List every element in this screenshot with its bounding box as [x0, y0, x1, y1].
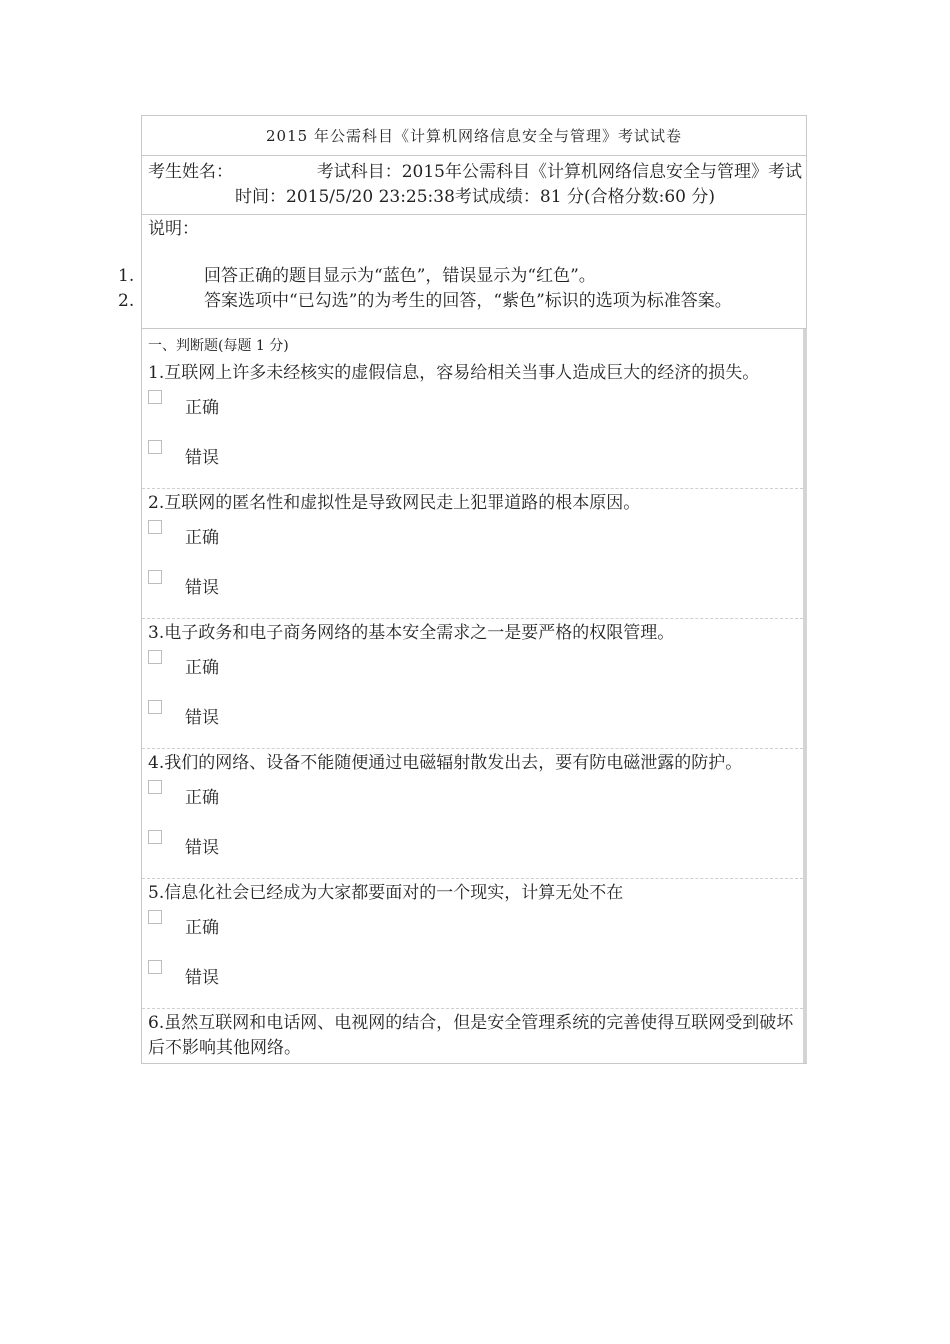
option-label: 错误	[185, 968, 219, 988]
question-text: 5.信息化社会已经成为大家都要面对的一个现实，计算无处不在	[148, 883, 624, 903]
info-line-2	[148, 185, 802, 210]
option-label: 错误	[185, 448, 219, 468]
option-false[interactable]	[148, 828, 797, 878]
checkbox[interactable]	[148, 780, 162, 794]
description-label: 说明：	[148, 219, 199, 239]
question-item	[142, 359, 803, 489]
exam-score: 考试成绩：81 分(合格分数:60 分)	[454, 187, 715, 207]
option-false[interactable]	[148, 958, 797, 1008]
checkbox[interactable]	[148, 910, 162, 924]
option-label: 错误	[185, 578, 219, 598]
checkbox[interactable]	[148, 650, 162, 664]
question-text: 1.互联网上许多未经核实的虚假信息，容易给相关当事人造成巨大的经济的损失。	[148, 363, 760, 383]
description-item	[118, 289, 800, 314]
option-label: 错误	[185, 838, 219, 858]
option-false[interactable]	[148, 568, 797, 618]
option-true[interactable]	[148, 778, 797, 828]
checkbox[interactable]	[148, 520, 162, 534]
question-item	[142, 619, 803, 749]
option-true[interactable]	[148, 388, 797, 438]
exam-sheet	[118, 115, 807, 1064]
exam-time: 时间：2015/5/20 23:25:38	[235, 187, 455, 207]
question-text: 6.虽然互联网和电话网、电视网的结合，但是安全管理系统的完善使得互联网受到破坏后不影响其他网络。	[148, 1013, 794, 1058]
checkbox[interactable]	[148, 830, 162, 844]
questions-panel	[142, 329, 807, 1063]
exam-subject: 考试科目：2015年公需科目《计算机网络信息安全与管理》考试	[316, 162, 802, 182]
option-true[interactable]	[148, 648, 797, 698]
checkbox[interactable]	[148, 390, 162, 404]
checkbox[interactable]	[148, 570, 162, 584]
description-item-number: 2.	[118, 291, 135, 311]
description-item-text: 答案选项中“已勾选”的为考生的回答，“紫色”标识的选项为标准答案。	[204, 291, 732, 311]
option-label: 正确	[185, 918, 219, 938]
question-item	[142, 749, 803, 879]
description-item-text: 回答正确的题目显示为“蓝色”，错误显示为“红色”。	[204, 266, 596, 286]
checkbox[interactable]	[148, 960, 162, 974]
option-label: 正确	[185, 398, 219, 418]
option-label: 正确	[185, 788, 219, 808]
description-item-number: 1.	[118, 266, 135, 286]
option-false[interactable]	[148, 438, 797, 488]
description	[118, 215, 806, 329]
option-label: 错误	[185, 708, 219, 728]
info-line-1	[148, 160, 802, 185]
option-false[interactable]	[148, 698, 797, 748]
option-label: 正确	[185, 528, 219, 548]
question-item	[142, 879, 803, 1009]
exam-info	[142, 156, 806, 215]
question-item	[142, 489, 803, 619]
question-text: 4.我们的网络、设备不能随便通过电磁辐射散发出去，要有防电磁泄露的防护。	[148, 753, 743, 773]
checkbox[interactable]	[148, 440, 162, 454]
exam-title: 2015 年公需科目《计算机网络信息安全与管理》考试试卷	[142, 116, 806, 156]
checkbox[interactable]	[148, 700, 162, 714]
option-true[interactable]	[148, 908, 797, 958]
question-item	[142, 1009, 803, 1063]
description-item	[118, 264, 800, 289]
candidate-name-label: 考生姓名：	[148, 162, 233, 182]
section-title: 一、判断题(每题 1 分)	[148, 338, 289, 354]
option-label: 正确	[185, 658, 219, 678]
option-true[interactable]	[148, 518, 797, 568]
question-text: 3.电子政务和电子商务网络的基本安全需求之一是要严格的权限管理。	[148, 623, 675, 643]
question-text: 2.互联网的匿名性和虚拟性是导致网民走上犯罪道路的根本原因。	[148, 493, 641, 513]
